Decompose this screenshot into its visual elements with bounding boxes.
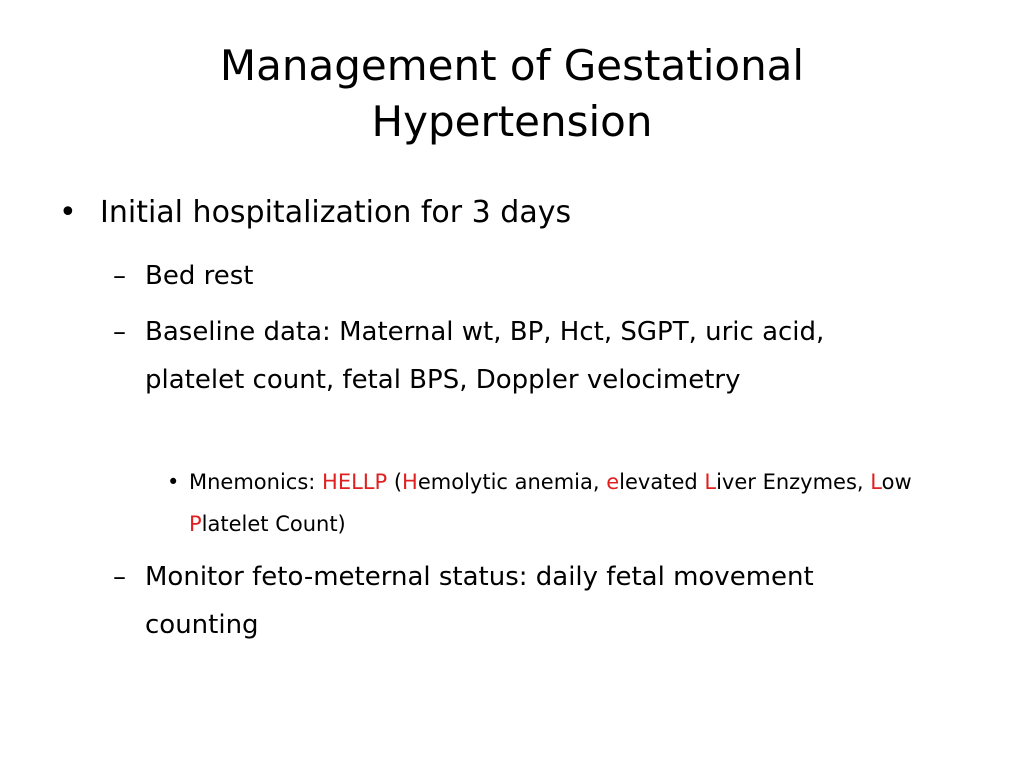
dash-icon: – [113, 261, 126, 291]
mnemonic-letter-h: H [402, 470, 418, 494]
title-line-1: Management of Gestational [219, 41, 805, 90]
bullet-dot-icon: • [59, 195, 77, 230]
mnemonic-prefix: Mnemonics: [189, 470, 323, 494]
mnemonic-hellp: HELLP [322, 470, 388, 494]
mnemonic-text-p: latelet Count) [201, 512, 346, 536]
subbullet-bed-rest [113, 252, 925, 300]
dash-icon: – [113, 562, 126, 592]
subsubbullet-mnemonics [167, 461, 949, 545]
mnemonic-text-l2: ow [881, 470, 912, 494]
bullet-dot-icon: • [167, 470, 180, 494]
mnemonic-text-l1: iver Enzymes, [716, 470, 871, 494]
mnemonic-letter-e: e [606, 470, 620, 494]
mnemonic-open-paren: ( [387, 470, 403, 494]
slide-title [120, 38, 904, 150]
title-line-2: Hypertension [371, 97, 653, 146]
mnemonic-letter-l1: L [704, 470, 717, 494]
mnemonic-letter-l2: L [870, 470, 882, 494]
mnemonic-letter-p: P [189, 512, 202, 536]
subbullet-monitor-status [113, 553, 925, 649]
subbullet-text: Bed rest [145, 261, 254, 291]
subbullet-text: Monitor feto-meternal status: daily fetal movement counting [145, 562, 814, 640]
mnemonic-text-h: emolytic anemia, [417, 470, 607, 494]
subbullet-text: Baseline data: Maternal wt, BP, Hct, SGPT, uric acid, platelet count, fetal BPS, Doppler velocimetry [145, 317, 825, 395]
bullet-initial-hospitalization [59, 191, 960, 235]
subbullet-baseline-data [113, 308, 925, 404]
dash-icon: – [113, 317, 126, 347]
mnemonic-text-e: levated [619, 470, 705, 494]
bullet-text: Initial hospitalization for 3 days [100, 195, 572, 230]
